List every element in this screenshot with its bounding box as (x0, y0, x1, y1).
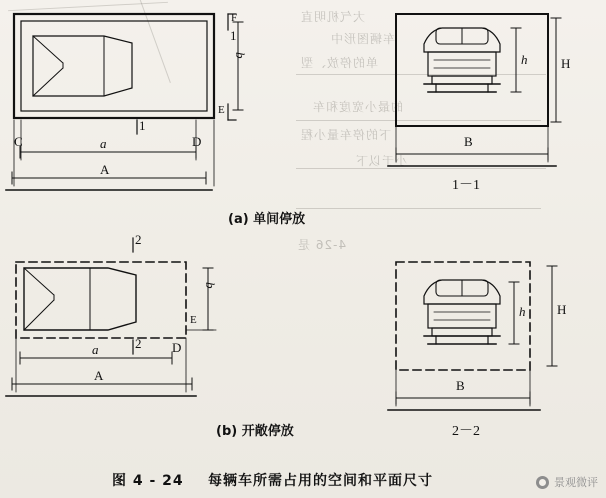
showthrough-line-5: 下的停车量小程 (300, 128, 392, 142)
plan-b-cut-top-label: 2 (135, 232, 142, 247)
plan-a-corner-c-label: C (14, 134, 23, 149)
figure-number: 图 4 - 24 (112, 473, 184, 489)
subcaption-a: (a) 单间停放 (228, 212, 306, 227)
circle-logo-icon (536, 476, 549, 489)
plan-a-dim-a-label: a (100, 136, 107, 151)
showthrough-line-3: 单的停放、型 (300, 56, 379, 70)
plan-b-dim-a-label: a (92, 342, 99, 357)
showthrough-line-4: 的最小宽度和车 (312, 100, 404, 114)
plan-a-cut-left-label: 1 (230, 28, 237, 43)
plan-b-dim-A-label: A (94, 368, 104, 383)
plan-a-cut-bottom-label: 1 (139, 118, 146, 133)
section-2-dim-B-label: B (456, 378, 465, 393)
watermark-label: 景观微评 (554, 476, 598, 489)
plan-a-dim-e-label: E (218, 104, 225, 116)
section-1-dim-h-label: h (521, 52, 528, 67)
section-1-dim-B-label: B (464, 134, 473, 149)
subcaption-b: (b) 开敞停放 (216, 424, 294, 439)
showthrough-line-2: 车辆图形中 (330, 32, 396, 46)
showthrough-line-7: 4-26 是 (297, 238, 347, 252)
showthrough-line-6: 小于以下 (355, 154, 408, 168)
section-1-dim-H-label: H (561, 56, 571, 71)
section-1-label: 1－1 (452, 178, 480, 193)
plan-a-dim-A-label: A (100, 162, 110, 177)
plan-b-cut-bottom-label: 2 (135, 336, 142, 351)
plan-a-dim-b-label: b (233, 52, 248, 59)
plan-a-dim-f-label: F (231, 12, 238, 24)
plan-a-corner-d-label: D (192, 134, 202, 149)
section-2-dim-h-label: h (519, 304, 526, 319)
plan-b-dim-b-label: b (203, 282, 218, 289)
plan-b-dim-e-label: E (190, 314, 197, 326)
section-2-label: 2－2 (452, 424, 480, 439)
figure-title: 每辆车所需占用的空间和平面尺寸 (208, 473, 433, 489)
showthrough-line-1: 大气机明直 (300, 10, 366, 24)
section-2-dim-H-label: H (557, 302, 567, 317)
watermark (536, 474, 598, 490)
plan-b-corner-d-label: D (172, 340, 182, 355)
